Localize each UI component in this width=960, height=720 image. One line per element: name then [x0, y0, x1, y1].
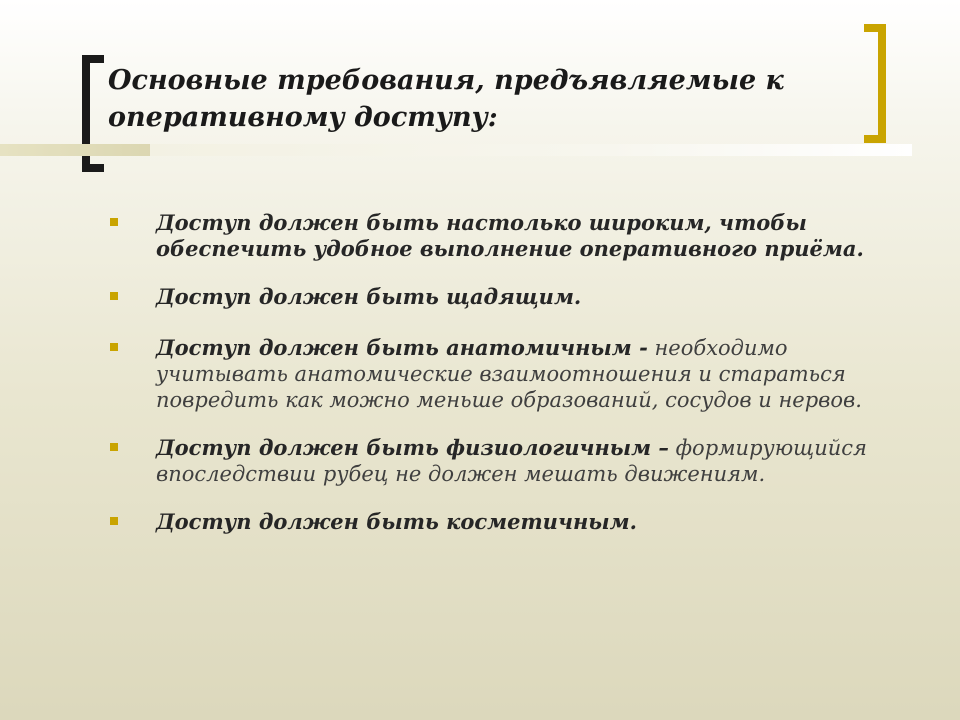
- square-bullet-icon: [110, 292, 118, 300]
- bullet-item-cosmetic: [110, 509, 890, 535]
- bullet-rest-text: необходимо учитывать анатомические взаимоотношения и стараться повредить как можно меньше образований, сосудов и нервов.: [156, 336, 862, 412]
- bullet-item-width: [110, 210, 890, 262]
- bullet-lead-text: Доступ должен быть анатомичным -: [156, 335, 648, 360]
- right-bracket-decoration: [864, 24, 886, 143]
- bullet-lead-text: Доступ должен быть физиологичным –: [156, 435, 669, 460]
- square-bullet-icon: [110, 343, 118, 351]
- square-bullet-icon: [110, 218, 118, 226]
- bullet-rest-text: формирующийся впоследствии рубец не должен мешать движениям.: [156, 436, 867, 486]
- bullet-item-anatomical: [110, 335, 890, 413]
- square-bullet-icon: [110, 443, 118, 451]
- bullet-list: [110, 210, 890, 557]
- square-bullet-icon: [110, 517, 118, 525]
- bullet-lead-text: Доступ должен быть щадящим.: [156, 284, 582, 309]
- bullet-item-physiological: [110, 435, 890, 487]
- bullet-item-sparing: [110, 284, 890, 310]
- title-underline-band: [0, 144, 912, 156]
- bullet-lead-text: Доступ должен быть настолько широким, чтобы обеспечить удобное выполнение оперативного приёма.: [156, 210, 864, 261]
- bullet-lead-text: Доступ должен быть косметичным.: [156, 509, 637, 534]
- slide-title: Основные требования, предъявляемые к оперативному доступу:: [108, 65, 784, 133]
